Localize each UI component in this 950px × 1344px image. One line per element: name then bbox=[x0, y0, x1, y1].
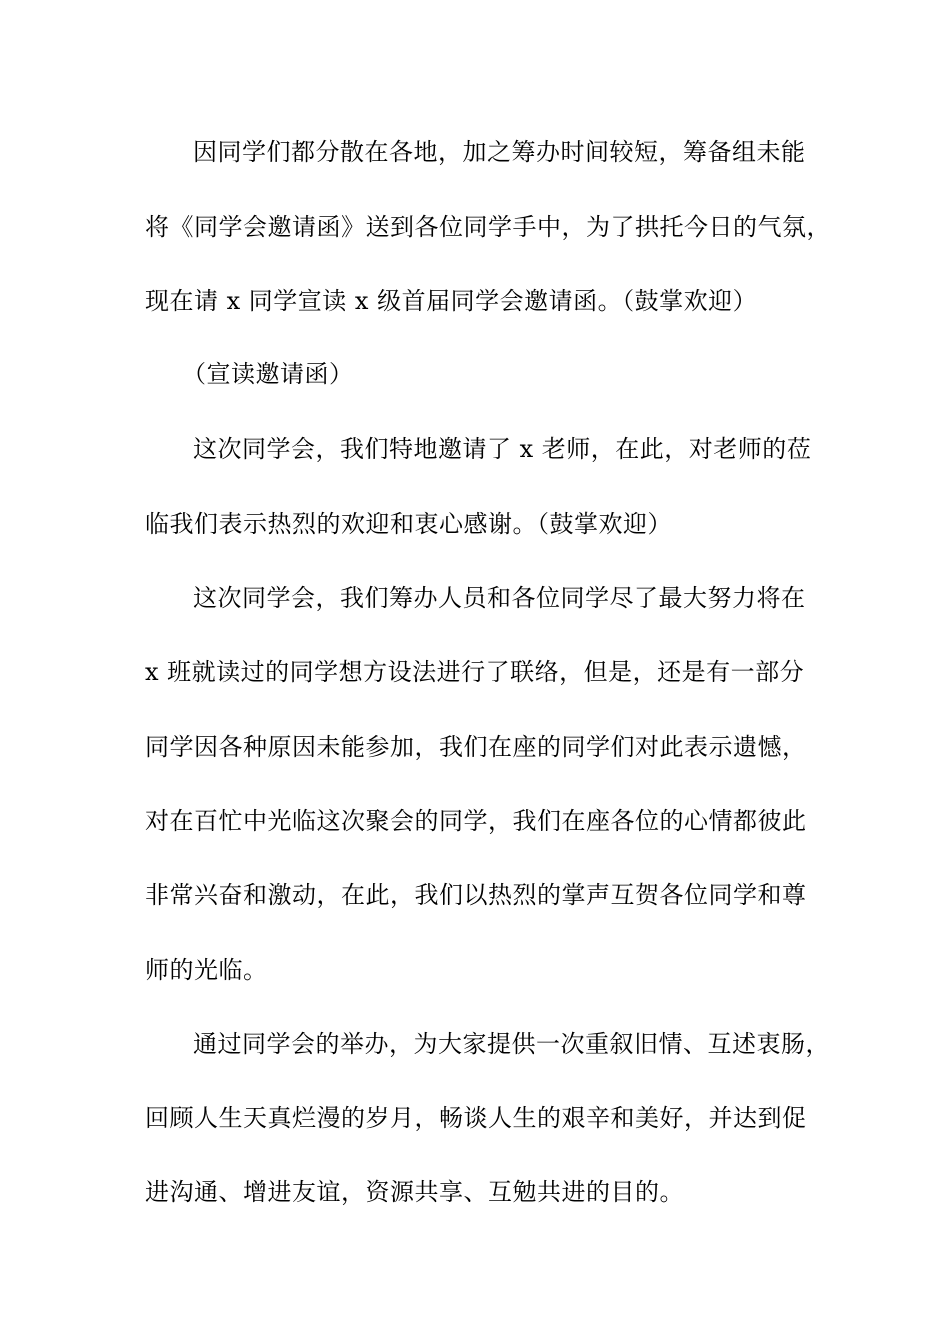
paragraph-1-line-2: 将《同学会邀请函》送到各位同学手中，为了拱托今日的气氛， bbox=[145, 213, 831, 241]
paragraph-3-line-2: 临我们表示热烈的欢迎和衷心感谢。（鼓掌欢迎） bbox=[145, 510, 672, 538]
paragraph-3-line-1: 这次同学会，我们特地邀请了 x 老师，在此，对老师的莅 bbox=[193, 435, 812, 463]
paragraph-4-line-3: 同学因各种原因未能参加，我们在座的同学们对此表示遗憾， bbox=[145, 733, 807, 761]
paragraph-5-line-2: 回顾人生天真烂漫的岁月，畅谈人生的艰辛和美好，并达到促 bbox=[145, 1104, 807, 1132]
paragraph-1-line-3: 现在请 x 同学宣读 x 级首届同学会邀请函。（鼓掌欢迎） bbox=[145, 287, 758, 315]
paragraph-2-line-1: （宣读邀请函） bbox=[182, 360, 354, 388]
paragraph-4-line-5: 非常兴奋和激动，在此，我们以热烈的掌声互贺各位同学和尊 bbox=[145, 881, 807, 909]
paragraph-4-line-4: 对在百忙中光临这次聚会的同学，我们在座各位的心情都彼此 bbox=[145, 807, 807, 835]
paragraph-5-line-1: 通过同学会的举办，为大家提供一次重叙旧情、互述衷肠， bbox=[193, 1030, 830, 1058]
paragraph-1-line-1: 因同学们都分散在各地，加之筹办时间较短，筹备组未能 bbox=[193, 138, 806, 166]
paragraph-4-line-2: x 班就读过的同学想方设法进行了联络，但是，还是有一部分 bbox=[145, 658, 805, 686]
paragraph-4-line-6: 师的光临。 bbox=[145, 956, 268, 984]
paragraph-5-line-3: 进沟通、增进友谊，资源共享、互勉共进的目的。 bbox=[145, 1178, 684, 1206]
paragraph-4-line-1: 这次同学会，我们筹办人员和各位同学尽了最大努力将在 bbox=[193, 584, 806, 612]
